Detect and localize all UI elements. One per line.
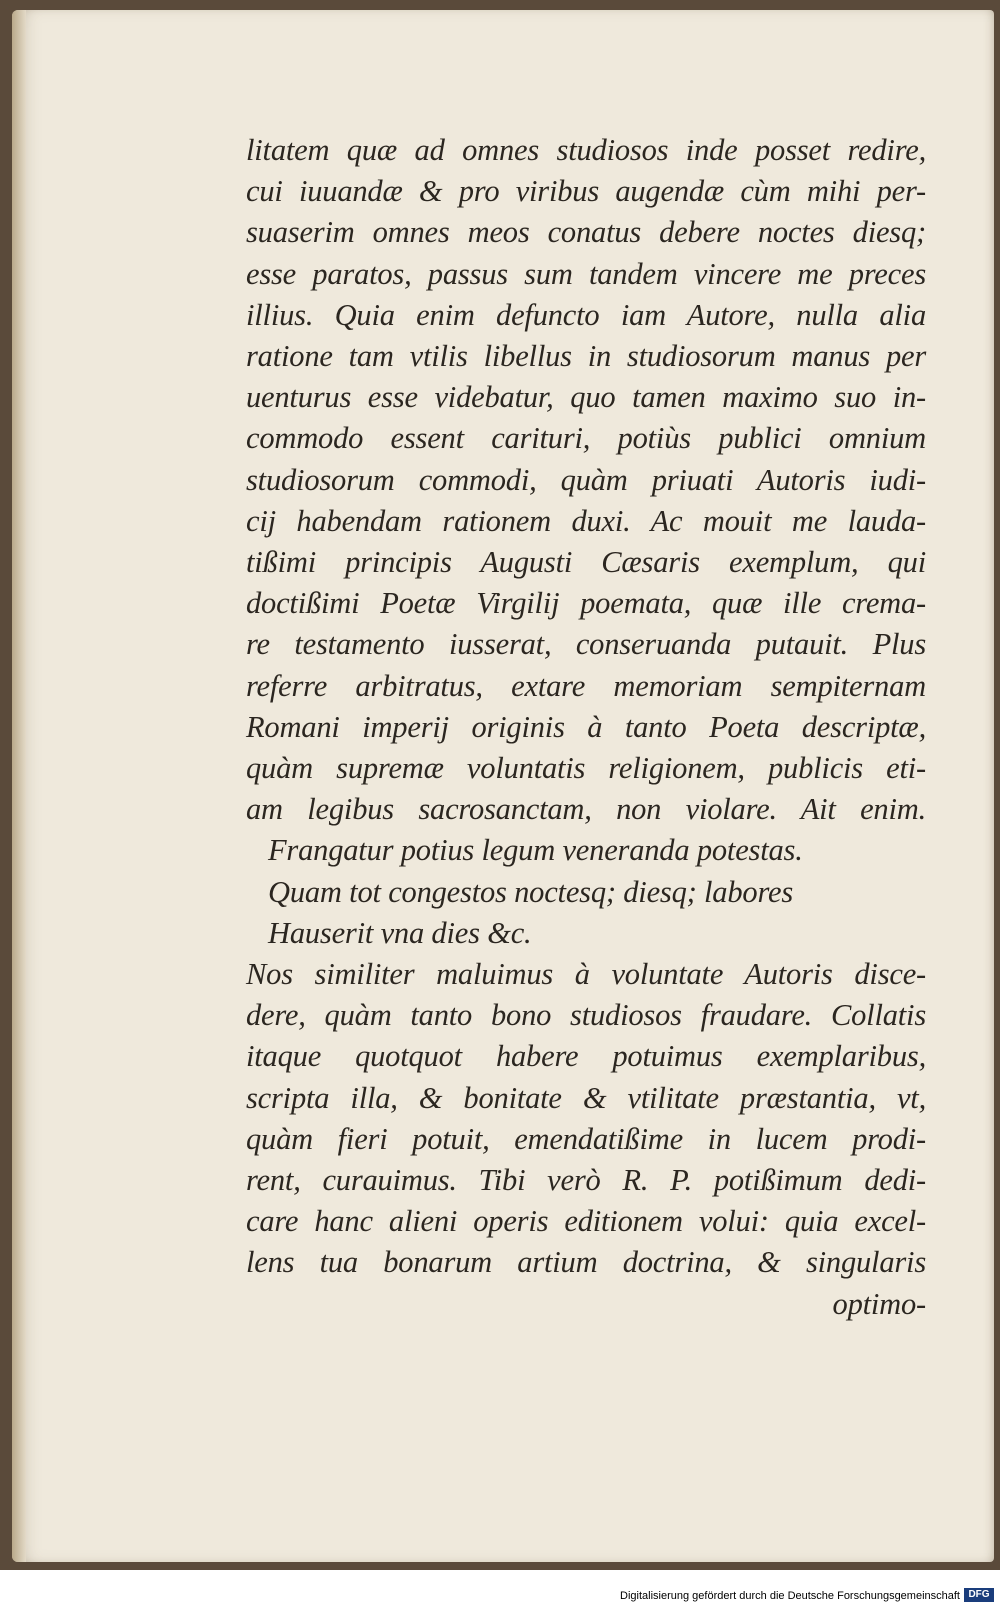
text-line: cij habendam rationem duxi. Ac mouit me lauda- (246, 503, 926, 538)
text-line: re testamento iusserat, conseruanda putauit. Plus (246, 627, 926, 662)
catchword: optimo- (832, 1286, 926, 1321)
text-line: commodo essent cariturі, potiùs publici omnium (246, 421, 926, 456)
text-line: am legibus sacrosanctam, non violare. Ait enim. (246, 792, 926, 827)
text-line: uenturus esse videbatur, quo tamen maximo suo in- (246, 380, 926, 415)
text-line: doctißimi Poetæ Virgilij poemata, quæ ille crema- (246, 586, 926, 621)
text-line: ratione tam vtilis libellus in studiosorum manus per (246, 339, 926, 374)
text-line: Nos similiter maluimus à voluntate Autoris disce- (246, 957, 926, 992)
text-line: scripta illa, & bonitate & vtilitate præstantia, vt, (246, 1080, 926, 1115)
text-line: Romani imperij originis à tanto Poeta descriptæ, (246, 709, 926, 744)
page-edge (12, 10, 26, 1562)
verse-line: Frangatur potius legum veneranda potestas. (268, 833, 803, 868)
verse-line: Quam tot congestos noctesq; diesq; labores (268, 874, 793, 909)
verse-line: Hauserit vna dies &c. (268, 915, 532, 950)
text-line: suaserim omnes meos conatus debere noctes diesq; (246, 215, 926, 250)
text-line: lens tua bonarum artium doctrina, & singularis (246, 1245, 926, 1280)
text-line: tißimi principis Augusti Cæsaris exemplum, qui (246, 545, 926, 580)
footer-credit: Digitalisierung gefördert durch die Deutsche Forschungsgemeinschaft (620, 1590, 960, 1602)
text-line: illius. Quia enim defuncto iam Autore, nulla alia (246, 297, 926, 332)
text-line: rent, curauimus. Tibi verò R. P. potißimum dedi- (246, 1163, 926, 1198)
text-line: esse paratos, passus sum tandem vincere me preces (246, 256, 926, 291)
text-line: litatem quæ ad omnes studiosos inde posset redire, (246, 133, 926, 167)
text-line: dere, quàm tanto bono studiosos fraudare. Collatis (246, 998, 926, 1033)
text-line: quàm supremæ voluntatis religionem, publicis eti- (246, 751, 926, 786)
body-text (246, 130, 926, 1325)
text-line: quàm fieri potuit, emendatißime in lucem prodi- (246, 1121, 926, 1156)
text-line: referre arbitratus, extare memoriam sempiternam (246, 668, 926, 703)
text-line: studiosorum commodi, quàm priuati Autoris iudi- (246, 462, 926, 497)
text-line: cui iuuandæ & pro viribus augendæ cùm mihi per- (246, 174, 926, 209)
text-line: care hanc alieni operis editionem volui: quia excel- (246, 1204, 926, 1239)
text-line: itaque quotquot habere potuimus exemplaribus, (246, 1039, 926, 1074)
dfg-logo: DFG (964, 1588, 994, 1602)
